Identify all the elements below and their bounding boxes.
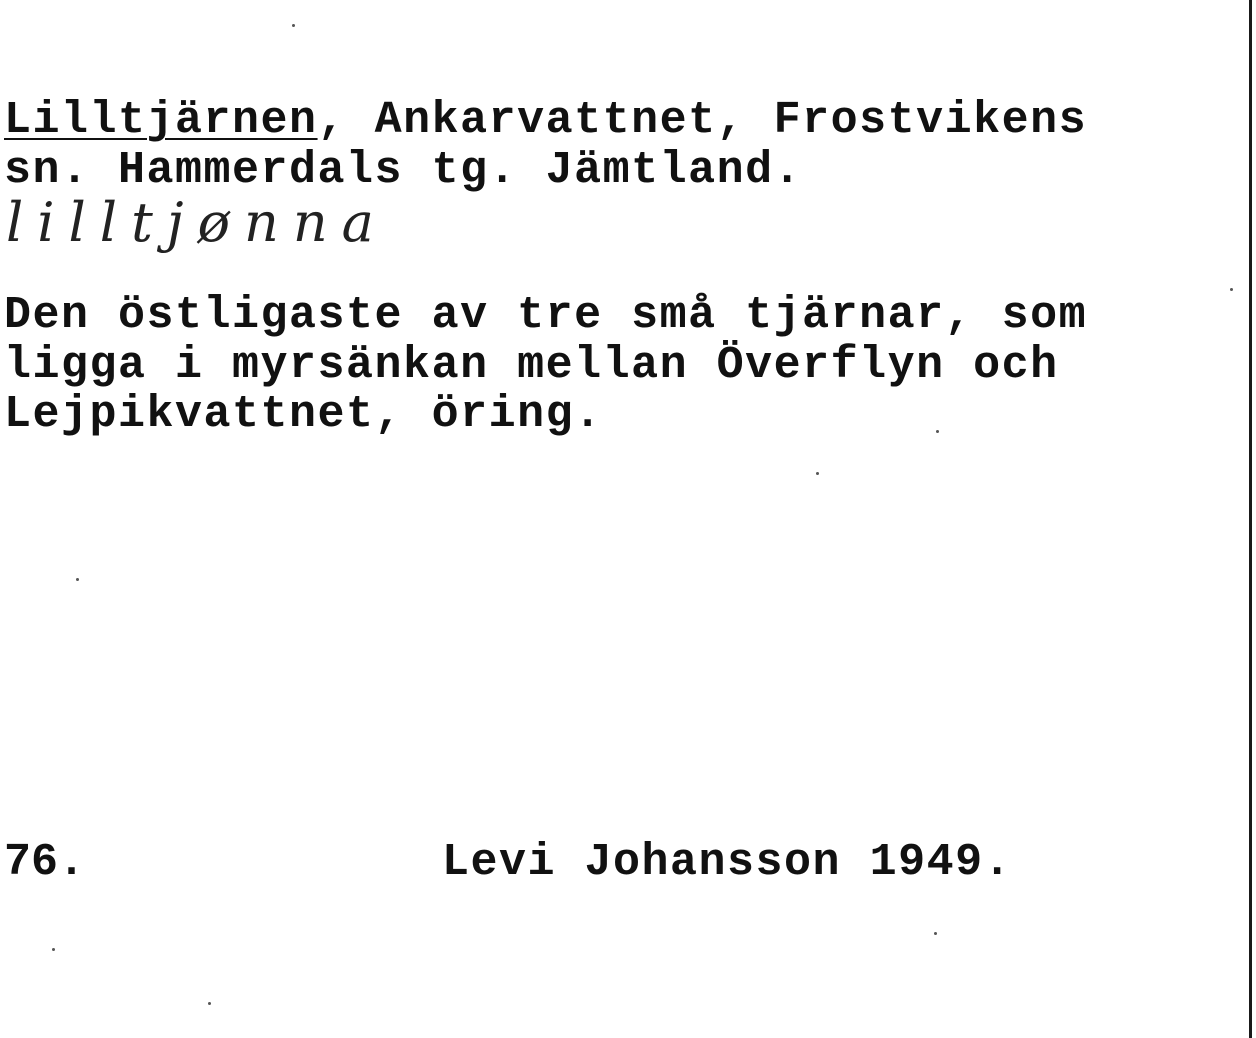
headword: Lilltjärnen — [4, 95, 318, 146]
header-line-2: sn. Hammerdals tg. Jämtland. — [4, 145, 803, 196]
paper-speck — [1230, 288, 1233, 291]
card-edge-border — [1249, 0, 1252, 1038]
paper-speck — [934, 932, 937, 935]
description-line-3: Lejpikvattnet, öring. — [4, 389, 603, 440]
description-line-2: ligga i myrsänkan mellan Överflyn och — [4, 340, 1059, 391]
collector-signature: Levi Johansson 1949. — [442, 837, 1013, 888]
paper-speck — [208, 1002, 211, 1005]
paper-speck — [76, 578, 79, 581]
location-text: , Ankarvattnet, Frostvikens — [317, 95, 1088, 146]
paper-speck — [292, 24, 295, 27]
handwritten-pronunciation: lilltjønna — [6, 191, 388, 254]
header-line-1 — [4, 95, 1088, 146]
reference-number: 76. — [4, 837, 86, 888]
paper-speck — [52, 948, 55, 951]
paper-speck — [816, 472, 819, 475]
paper-speck — [936, 430, 939, 433]
description-line-1: Den östligaste av tre små tjärnar, som — [4, 290, 1088, 341]
